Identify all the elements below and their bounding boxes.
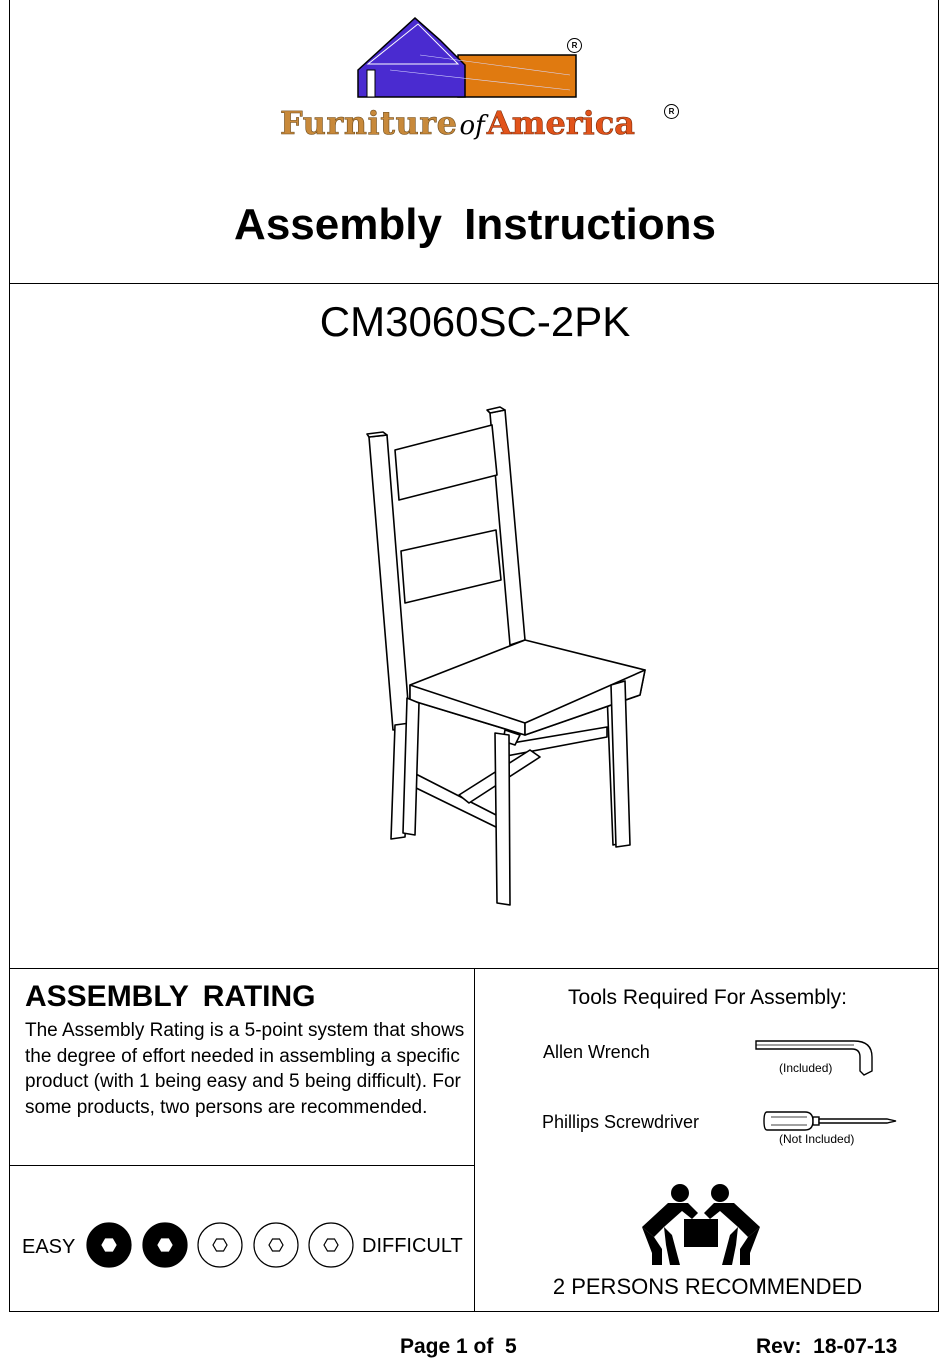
hex-nut-icon: [253, 1222, 299, 1268]
rating-dot-empty: [308, 1222, 354, 1268]
rating-dot-empty: [197, 1222, 243, 1268]
rating-heading: ASSEMBLY RATING: [25, 980, 316, 1013]
revision: Rev: 18-07-13: [756, 1335, 898, 1358]
tool-name: Phillips Screwdriver: [542, 1112, 700, 1132]
rating-dot-filled: [86, 1222, 132, 1268]
hex-nut-icon: [86, 1222, 132, 1268]
rating-description: The Assembly Rating is a 5-point system that shows the degree of effort needed in assembling a specific product (with 1 being easy and 5 being difficult). For some products, two persons are recommended.: [25, 1020, 465, 1118]
tool-note: (Included): [779, 1061, 833, 1075]
hex-nut-icon: [197, 1222, 243, 1268]
document-title: Assembly Instructions: [234, 200, 716, 249]
hex-nut-icon: [142, 1222, 188, 1268]
divider: [474, 968, 475, 1312]
model-number: CM3060SC-2PK: [319, 298, 631, 345]
screwdriver-icon: [763, 1108, 898, 1134]
easy-label: EASY: [22, 1236, 76, 1258]
hex-nut-icon: [308, 1222, 354, 1268]
tools-heading: Tools Required For Assembly:: [568, 986, 847, 1009]
divider: [9, 1165, 475, 1166]
two-persons-lifting-icon: [640, 1183, 762, 1267]
chair-icon: [355, 405, 655, 910]
page-number: Page 1 of 5: [400, 1335, 517, 1358]
rating-dot-filled: [142, 1222, 188, 1268]
brand-logo: [270, 10, 690, 155]
registered-icon: R: [567, 38, 582, 53]
brand-name: FurnitureofAmerica: [280, 104, 636, 142]
house-logo-icon: [270, 10, 690, 110]
registered-icon: R: [664, 104, 679, 119]
persons-recommended: 2 PERSONS RECOMMENDED: [552, 1274, 863, 1299]
rating-dot-empty: [253, 1222, 299, 1268]
tool-name: Allen Wrench: [543, 1042, 650, 1062]
divider: [9, 283, 939, 284]
tool-note: (Not Included): [779, 1132, 855, 1146]
difficult-label: DIFFICULT: [362, 1235, 463, 1257]
